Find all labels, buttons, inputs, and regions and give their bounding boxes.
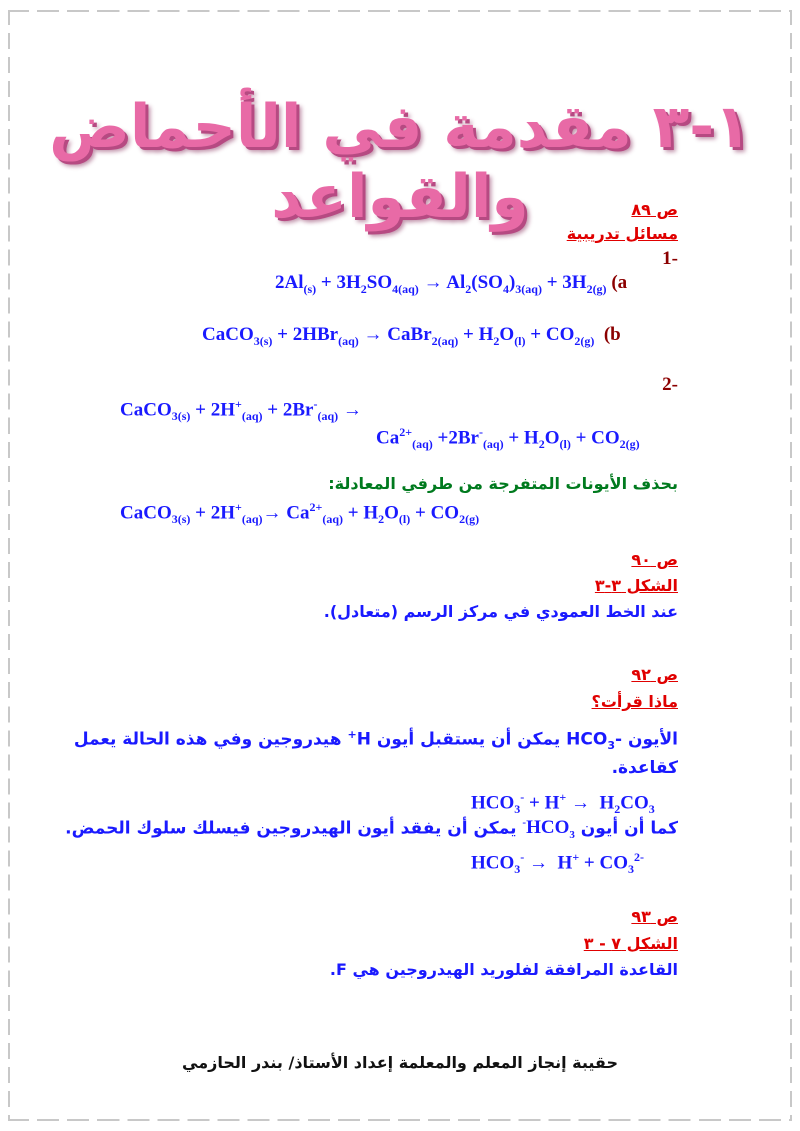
bicarbonate-donate-equation: $HCO_3^- \to H^+ + CO_3^{2-}$ [471,850,644,877]
spectator-ions-text: بحذف الأيونات المتفرجة من طرفي المعادلة: [328,474,678,493]
conjugate-base-answer: القاعدة المرافقة لفلوريد الهيدروجين هي F. [329,960,678,979]
bicarbonate-acid-text: كما أن أيون $HCO_3^-$ يمكن أن يفقد أيون الهيدروجين فيسلك سلوك الحمض. [65,817,678,842]
section-page-93: ص ٩٣ [631,907,678,926]
what-did-you-read-heading: ماذا قرأت؟ [591,692,678,711]
equation-b-mark: (b [603,324,621,345]
equation-b: CaCO$_{3(s)}$ + 2HBr$_{(aq)}$ → CaBr$_{2(aq)}$ + $H_2O_{(l)} + CO_{2(g)}$ (b [202,324,621,348]
figure-3-3-answer: عند الخط العمودي في مركز الرسم (متعادل). [323,602,678,621]
equation-a-mark: (a [611,272,628,293]
bicarbonate-base-text: الأيون $-HCO_3$ يمكن أن يستقبل أيون H+ هيدروجين وفي هذه الحالة يعمل [73,728,678,753]
question-1-label: -1 [662,248,678,269]
section-page-90: ص ٩٠ [631,550,678,569]
page-title: ١-٣ مقدمة في الأحماض والقواعد [49,92,751,232]
practice-problems-heading: مسائل تدريبية [566,224,678,243]
base-word: كقاعدة. [611,758,678,778]
page-footer: حقيبة إنجاز المعلم والمعلمة إعداد الأستاذ/ بندر الحازمي [182,1053,618,1072]
figure-3-3-heading: الشكل ٣-٣ [594,576,678,595]
bicarbonate-accept-equation: $HCO_3^- + H^+ \to H_2CO_3$ [471,790,655,817]
figure-3-7-heading: الشكل ٧ - ٣ [583,934,678,953]
page-border-top [8,10,792,12]
section-page-89: ص ٨٩ [631,200,678,219]
net-ionic-equation: CaCO$_{3(s)}$ + $2H^+_{(aq)}\to Ca^{2+}_{(aq)} + H_2O_{(l)} + CO_{2(g)}$ [120,500,480,527]
equation-2-line2: $Ca^{2+}_{(aq)} +2Br^-_{(aq)} + H_2O_{(l)} + CO_{2(g)}$ [376,425,640,452]
question-2-label: -2 [662,374,678,395]
page-border-bottom [8,1119,792,1121]
equation-2-line1: CaCO$_{3(s)}$ + $2H^+_{(aq)} + 2Br^-_{(aq)}$ → [120,397,362,424]
equation-a: $2Al_{(s)} + 3H_2SO_{4(aq)} \to Al_2(SO_4)_{3(aq)} + 3H_{2(g)}$ (a [275,272,628,296]
section-page-92: ص ٩٢ [631,665,678,684]
